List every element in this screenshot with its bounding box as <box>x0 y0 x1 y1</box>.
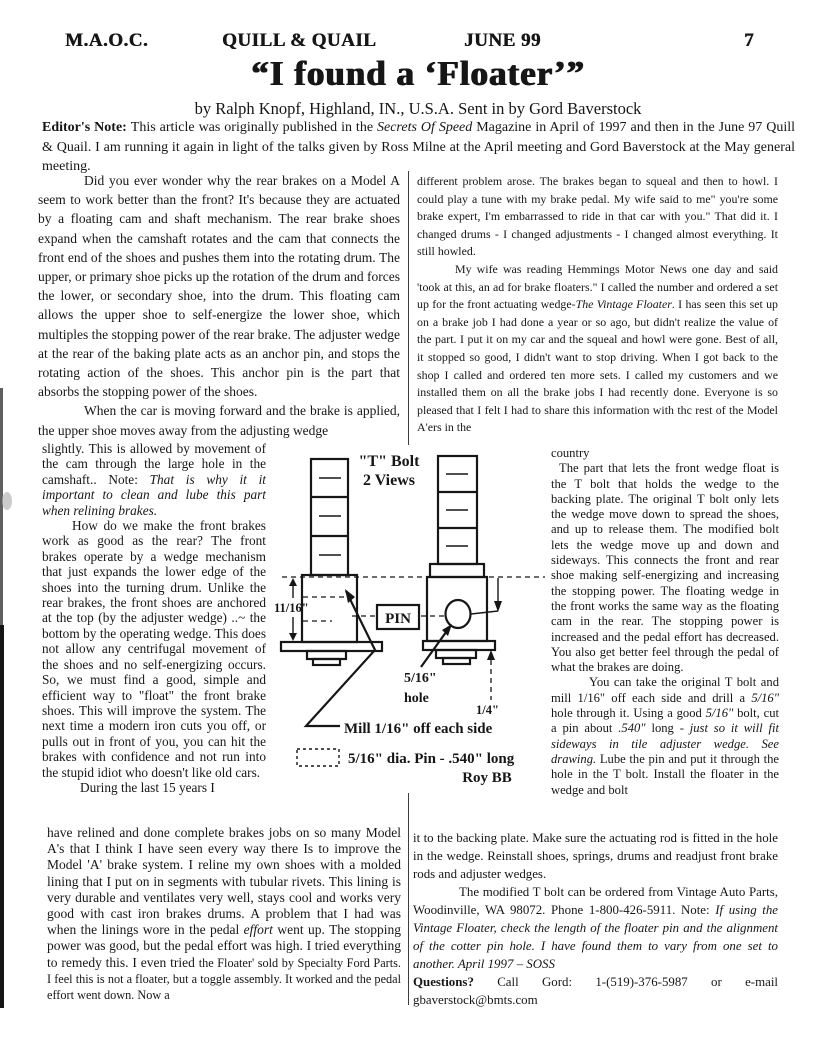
paragraph: have relined and done complete brakes jobs on so many Model A's that I think I have seen every way there Is to improve the Model 'A' brake system. I reline my own shoes with a molded lining that I put on in segments with tubular rivets. This lining is very durable and ventilates very well, stays cool and works very good with cast iron brakes drums. A problem that I had was when the linings wore in the pedal effort went up. The stopping power was good, but the pedal effort was high. I tried everything to remedy this. I even tried the Floater' sold by Specialty Ford Parts. I feel this is not a floater, but a toggle assembly. It worked and the pedal effort went down. Now a <box>47 825 401 1003</box>
paragraph: Did you ever wonder why the rear brakes on a Model A seem to work better than the front? It's because they are actuated by a floating cam and shaft mechanism. The rear brake shoes expand when the camshaft rotates and the cam that connects the front end of the shoes and pushes them into the rotating drum. The upper, or primary shoe picks up the rotation of the drum and forces the lower, or secondary shoe, into the drum. This floating cam allows the upper shoe to self-energize the lower shoe, which multiples the stopping power of the rear brake. The adjuster wedge at the rear of the baking plate acts as an anchor pin, and stops the rotating action of the shoes. This anchor pin is the part that absorbs the stopping power of the shoes. <box>38 173 400 400</box>
issue-date: JUNE 99 <box>464 30 541 51</box>
left-column-upper <box>38 171 400 440</box>
dimension-quarter-label: 1/4" <box>476 703 499 717</box>
mill-note-label: Mill 1/16" off each side <box>344 721 493 737</box>
editors-note: Editor's Note: This article was originally published in the Secrets Of Speed Magazine in April of 1997 and then in the June 97 Quill & Quail. I am running it again in light of the talks given by Ross Milne at the April meeting and Gord Baverstock at the May general meeting. <box>42 120 795 174</box>
right-column-narrow <box>551 446 779 798</box>
paragraph: You can take the original T bolt and mill 1/16" off each side and drill a 5/16" hole through it. Using a good 5/16" bolt, cut a pin about .540" long - just so it will fit sideways in tile adjuster wedge. See drawing. Lube the pin and put it through the hole in the T bolt. Install the floater in the wedge and bolt <box>551 675 779 797</box>
paragraph: it to the backing plate. Make sure the actuating rod is fitted in the hole in the wedge. Reinstall shoes, springs, drums and readjust front brake rods and adjuster wedges. <box>413 831 778 881</box>
scan-artifact-smudge <box>2 492 12 510</box>
masthead-title: QUILL & QUAIL <box>222 30 377 51</box>
right-column-upper <box>417 173 778 437</box>
page-number: 7 <box>744 30 754 51</box>
paragraph: slightly. This is allowed by movement of the cam through the large hole in the camshaft.. Note: That is why it it important to clean and lube this part when relining brakes. <box>42 441 266 518</box>
article-title: “I found a ‘Floater’” <box>251 54 585 93</box>
paragraph: different problem arose. The brakes began to squeal and then to howl. I could play a tune with my brake pedal. My wife said to me" you're some brake expert, I'm embarrassed to ride in that car with you." That did it. I changed drums - I changed adjustments - I changed almost everything. It still howled. <box>417 174 778 259</box>
pin-callout-label: PIN <box>385 611 411 627</box>
paragraph: The modified T bolt can be ordered from Vintage Auto Parts, Woodinville, WA 98072. Phone 1-800-426-5911. Note: If using the Vintage Floater, check the length of the floater pin and the alignment of the cotter pin hole. I have found them to vary from one set to another. April 1997 – SOSS <box>413 885 778 971</box>
left-column-narrow <box>42 441 266 795</box>
paragraph: My wife was reading Hemmings Motor News one day and said 'took at this, an ad for brake floaters." I called the number and ordered a set up for the front actuating wedge-The Vintage Floater. I has seen this set up on a brake job I had done a year or so ago, but didn't realize the value of the part. I put it on my car and the squeal and howl were gone. Best of all, it stopped so good, I didn't want to stop driving. When I got back to the shop I called and ordered ten more sets. I called my customers and we installed them on all the brake jobs I had recently done. Everyone is so pleased that I felt I had to share this information with thc rest of the Model A'ers in the <box>417 261 778 435</box>
right-column-lower <box>413 829 778 1009</box>
scan-artifact-left-edge <box>0 625 4 1008</box>
club-abbreviation: M.A.O.C. <box>65 30 149 51</box>
paragraph: country <box>551 446 590 460</box>
paragraph: How do we make the front brakes work as good as the rear? The front brakes operate by a wedge mechanism that just expands the lower edge of the shoes into the turning drum. Unlike the rear brakes, the front shoes are anchored at the top (by the adjuster wedge) ..~ the bottom by the operating wedge. This does not allow any centrifugal movement of the shoes and no self-energizing occurs. So, we must find a good, simple and efficient way to "float" the front brake shoes. This will improve the system. The next time a modern iron cuts you off, or pulls out in front of you, you can hit the brakes with confidence and not run into the stupid idiot who doesn't like old cars. <box>42 518 266 780</box>
article-byline: by Ralph Knopf, Highland, IN., U.S.A. Sent in by Gord Baverstock <box>194 99 642 118</box>
hole-label-line2: hole <box>404 691 429 706</box>
diagram-credit: Roy BB <box>462 770 512 786</box>
hole-label-line1: 5/16" <box>404 671 437 686</box>
paragraph: When the car is moving forward and the brake is applied, the upper shoe moves away from the adjusting wedge <box>38 403 400 438</box>
paragraph: During the last 15 years I <box>80 779 215 795</box>
dimension-11-16-label: 11/16" <box>274 601 309 615</box>
pin-spec-label: 5/16" dia. Pin - .540" long <box>348 751 515 767</box>
t-bolt-diagram <box>266 444 552 794</box>
diagram-caption-line1: "T" Bolt <box>358 453 420 470</box>
paragraph: Questions? Call Gord: 1-(519)-376-5987 or e-mail gbaverstock@bmts.com <box>413 975 778 1007</box>
paragraph: The part that lets the front wedge float is the T bolt that holds the wedge to the backing plate. The original T bolt only lets the wedge move down to spread the shoes, and up to release them. The modified bolt lets the wedge move up and down and sideways. This connects the front and rear shoe making self-energizing and increasing the stopping power. The floating wedge in the front works the same way as the floating cam in the rear. The stopping power is increased and the pedal effort has decreased. You also get better feel through the pedal of what the brakes are doing. <box>551 461 779 675</box>
left-column-lower <box>47 825 401 1003</box>
diagram-caption-line2: 2 Views <box>363 472 415 489</box>
